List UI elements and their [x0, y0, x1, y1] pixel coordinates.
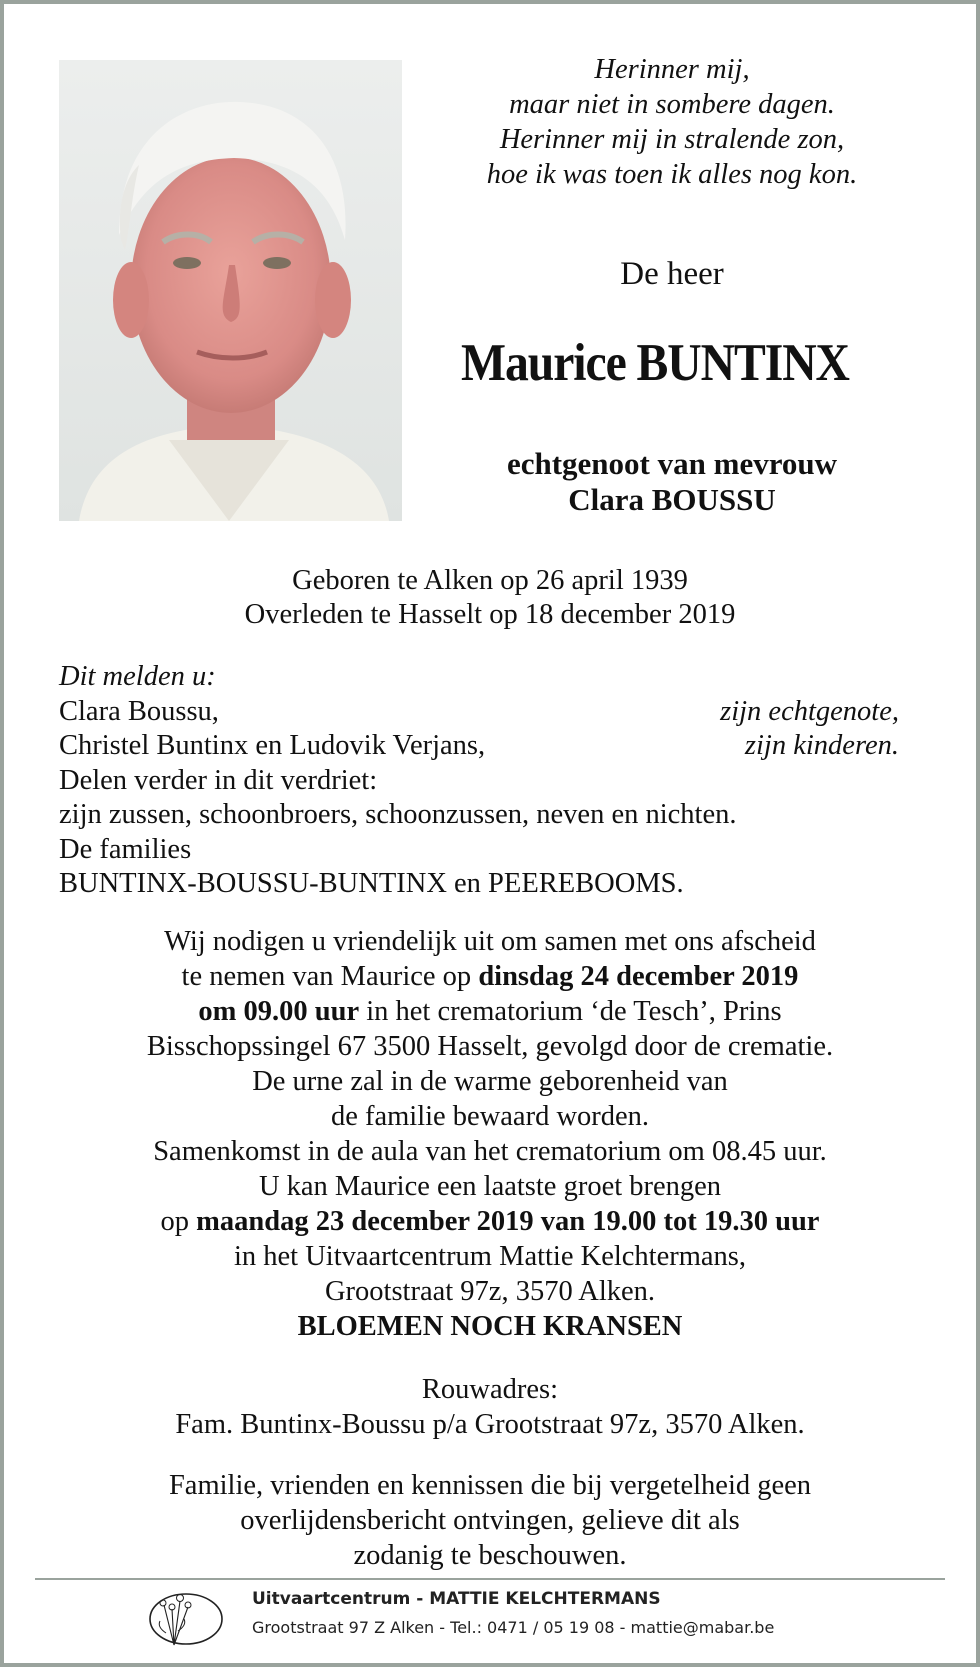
invitation-line: De urne zal in de warme geborenheid van [252, 1066, 728, 1097]
invitation-line [0, 959, 980, 994]
mourner-name: Clara Boussu, [59, 695, 219, 727]
footer-divider [35, 1578, 945, 1580]
invitation-line: Samenkomst in de aula van het crematorium om 08.45 uur. [153, 1136, 827, 1167]
birth-date: Geboren te Alken op 26 april 1939 [292, 565, 688, 596]
invitation-line: Bisschopssingel 67 3500 Hasselt, gevolgd door de crematie. [146, 1031, 834, 1062]
poem-line: Herinner mij, [594, 54, 750, 85]
address-value: Fam. Buntinx-Boussu p/a Grootstraat 97z, 3570 Alken. [175, 1409, 805, 1440]
ceremony-time: om 09.00 uur [198, 996, 360, 1027]
notice-line: zodanig te beschouwen. [353, 1540, 627, 1571]
notice-line: Familie, vrienden en kennissen die bij vergetelheid geen [168, 1470, 812, 1501]
funeral-home-name: Uitvaartcentrum - MATTIE KELCHTERMANS [252, 1589, 661, 1609]
mourner-name: Christel Buntinx en Ludovik Verjans, [59, 730, 486, 761]
mourner-row [59, 695, 899, 730]
invitation-text: in het crematorium ‘de Tesch’, Prins [359, 996, 782, 1027]
invitation-line [0, 994, 980, 1029]
invitation-line: U kan Maurice een laatste groet brengen [258, 1171, 722, 1202]
poem-line: Herinner mij in stralende zon, [499, 124, 845, 155]
relatives: zijn zussen, schoonbroers, schoonzussen, neven en nichten. [59, 799, 737, 830]
death-date: Overleden te Hasselt op 18 december 2019 [244, 599, 736, 630]
announcement [59, 660, 899, 902]
ceremony-date: dinsdag 24 december 2019 [478, 961, 799, 992]
notice-line: overlijdensbericht ontvingen, gelieve dit als [240, 1505, 740, 1536]
also-grieving: Delen verder in dit verdriet: [59, 764, 378, 796]
flower-logo-icon [144, 1587, 226, 1649]
invitation-text: te nemen van Maurice op [181, 961, 479, 992]
life-dates [0, 564, 980, 632]
invitation-line: Wij nodigen u vriendelijk uit om samen met ons afscheid [164, 926, 816, 957]
spouse-info [430, 446, 914, 518]
portrait-photo [59, 60, 402, 521]
salutation: De heer [620, 256, 724, 292]
deceased-name: Maurice BUNTINX [461, 334, 849, 392]
closing-notice [0, 1468, 980, 1573]
mourner-relation: zijn kinderen. [744, 730, 899, 761]
address-label: Rouwadres: [421, 1374, 559, 1405]
spouse-name: Clara BOUSSU [568, 482, 776, 517]
visitation-time: maandag 23 december 2019 van 19.00 tot 19.30 uur [196, 1206, 820, 1237]
families-label: De families [59, 833, 192, 865]
invitation-line: in het Uitvaartcentrum Mattie Kelchtermans, [233, 1241, 747, 1272]
invitation-line [0, 1204, 980, 1239]
poem-line: maar niet in sombere dagen. [509, 89, 835, 120]
no-flowers-note: BLOEMEN NOCH KRANSEN [297, 1311, 683, 1342]
families: BUNTINX-BOUSSU-BUNTINX en PEEREBOOMS. [59, 868, 684, 899]
poem-line: hoe ik was toen ik alles nog kon. [486, 159, 858, 190]
mourner-row [59, 729, 899, 764]
mourner-relation: zijn echtgenote, [720, 695, 899, 727]
mourning-address [0, 1372, 980, 1442]
invitation [0, 924, 980, 1344]
invitation-line: Grootstraat 97z, 3570 Alken. [324, 1276, 656, 1307]
funeral-home-contact: Grootstraat 97 Z Alken - Tel.: 0471 / 05 19 08 - mattie@mabar.be [252, 1618, 775, 1637]
announcement-intro: Dit melden u: [59, 661, 216, 692]
poem [430, 52, 914, 192]
spouse-line: echtgenoot van mevrouw [506, 446, 838, 481]
invitation-line: de familie bewaard worden. [330, 1101, 650, 1132]
invitation-text: op [160, 1206, 197, 1237]
